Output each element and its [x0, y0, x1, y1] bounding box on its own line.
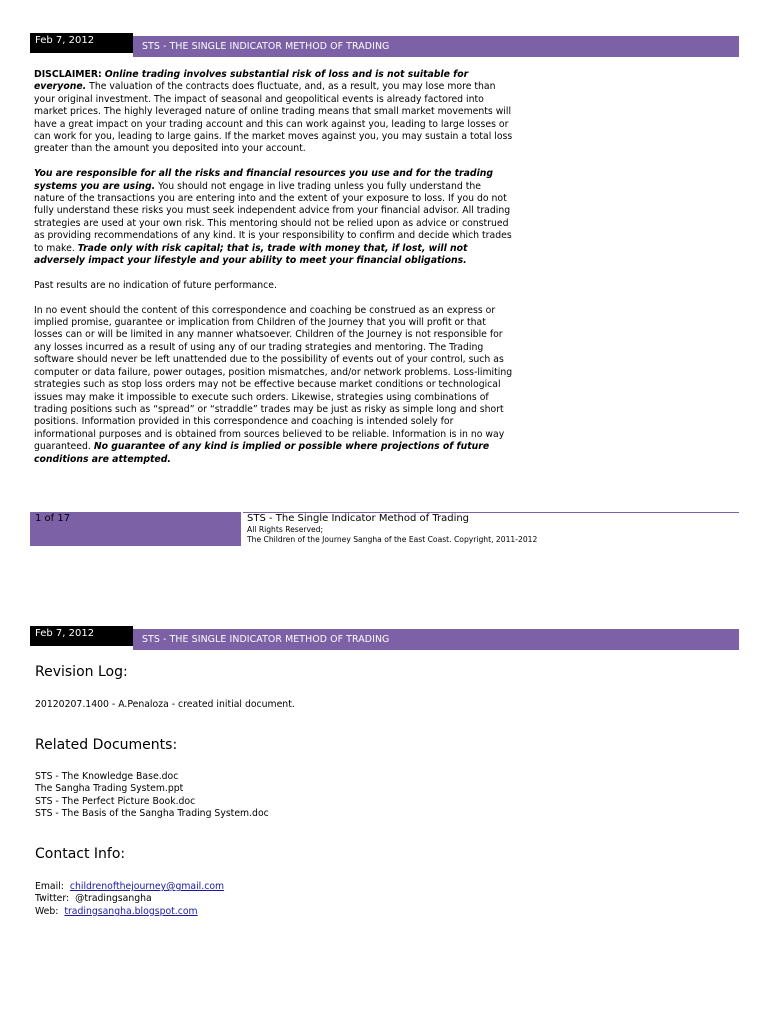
twitter-row	[35, 893, 224, 905]
list-item: STS - The Knowledge Base.doc	[35, 771, 179, 782]
list-item: STS - The Perfect Picture Book.doc	[35, 795, 196, 807]
email-link[interactable]: childrenofthejourney@gmail.com	[69, 881, 225, 892]
revision-log-heading: Revision Log:	[35, 664, 128, 680]
contact-info-heading: Contact Info:	[35, 846, 126, 862]
liability-body: In no event should the content of this correspondence and coaching be construed as an express or implied promise, guarantee or implication from Children of the Journey that you will profit or that losses can or will be limited in any manner whatsoever. Children of the Journey is not responsible for any losses incurred as a result of using any of our trading strategies and mentoring. The Trading software should never be left unattended due to the possibility of events out of your control, such as computer or data failure, power outages, position mismatches, and/or network problems. Loss-limiting strategies such as stop loss orders may not be effective because market conditions or technological issues may make it impossible to execute such orders. Likewise, strategies using combinations of trading positions such as “spread” or “straddle” trades may be just as risky as simple long and short positions. Information provided in this correspondence and coaching is intended solely for informational purposes and is obtained from sources believed to be reliable. Information is in no way guaranteed.	[34, 304, 513, 453]
web-label: Web:	[35, 905, 59, 917]
header-title: STS - THE SINGLE INDICATOR METHOD OF TRADING	[133, 629, 739, 650]
page-number: 1 of 17	[30, 512, 241, 546]
page-1	[30, 33, 739, 544]
responsibility-body: You should not engage in live trading unless you fully understand the nature of the transactions you are entering into and the extent of your exposure to loss. If you do not fully understand these risks you must seek independent advice from your financial advisor. All trading strategies are used at your own risk. This mentoring should not be relied upon as advice or construed as providing recommendations of any kind. It is your responsibility to confirm and decide which trades to make.	[34, 180, 512, 254]
related-documents-heading: Related Documents:	[35, 737, 178, 753]
page-footer	[30, 512, 739, 546]
disclaimer-body: The valuation of the contracts does fluctuate, and, as a result, you may lose more than your original investment. The impact of seasonal and geopolitical events is already factored into market prices. The highly leveraged nature of online trading means that small market movements will have a great impact on your trading account and this can work against you, leading to large losses or can work for you, leading to large gains. If the market moves against you, you may sustain a total loss greater than the amount you deposited into your account.	[34, 81, 513, 155]
page-2	[30, 626, 739, 917]
email-label: Email:	[35, 881, 64, 892]
page-header	[30, 33, 739, 57]
footer-copyright: The Children of the Journey Sangha of the East Coast. Copyright, 2011-2012	[247, 535, 538, 544]
disclaimer-label: DISCLAIMER:	[34, 69, 102, 80]
footer-rights: All Rights Reserved;	[247, 525, 324, 534]
email-row	[35, 881, 224, 893]
disclaimer-text	[34, 69, 514, 478]
related-docs-list	[35, 771, 269, 821]
no-guarantee-note: No guarantee of any kind is implied or possible where projections of future conditions are attempted.	[34, 441, 490, 465]
disclaimer-lead: Online trading involves substantial risk of loss and is not suitable for everyone.	[34, 69, 469, 93]
page-header	[30, 626, 739, 650]
web-link[interactable]: tradingsangha.blogspot.com	[64, 905, 198, 917]
twitter-label: Twitter:	[35, 893, 70, 905]
contact-info	[35, 881, 224, 918]
disclaimer-paragraph-4	[34, 305, 514, 466]
disclaimer-paragraph-1	[34, 69, 514, 156]
list-item: STS - The Basis of the Sangha Trading System.doc	[35, 808, 269, 820]
list-item: The Sangha Trading System.ppt	[35, 783, 184, 795]
header-date: Feb 7, 2012	[30, 33, 133, 53]
disclaimer-paragraph-2	[34, 168, 514, 267]
revision-entry: 20120207.1400 - A.Penaloza - created initial document.	[35, 699, 295, 710]
header-title: STS - THE SINGLE INDICATOR METHOD OF TRADING	[133, 36, 739, 57]
disclaimer-paragraph-3: Past results are no indication of future performance.	[34, 279, 277, 291]
risk-capital-note: Trade only with risk capital; that is, trade with money that, if lost, will not adversely impact your lifestyle and your ability to meet your financial obligations.	[34, 242, 468, 267]
header-date: Feb 7, 2012	[30, 626, 133, 646]
responsibility-lead: You are responsible for all the risks and financial resources you use and for the trading systems you are using.	[34, 168, 494, 192]
twitter-handle: @tradingsangha	[75, 893, 152, 905]
web-row	[35, 906, 224, 918]
footer-title: STS - The Single Indicator Method of Trading	[247, 513, 470, 524]
